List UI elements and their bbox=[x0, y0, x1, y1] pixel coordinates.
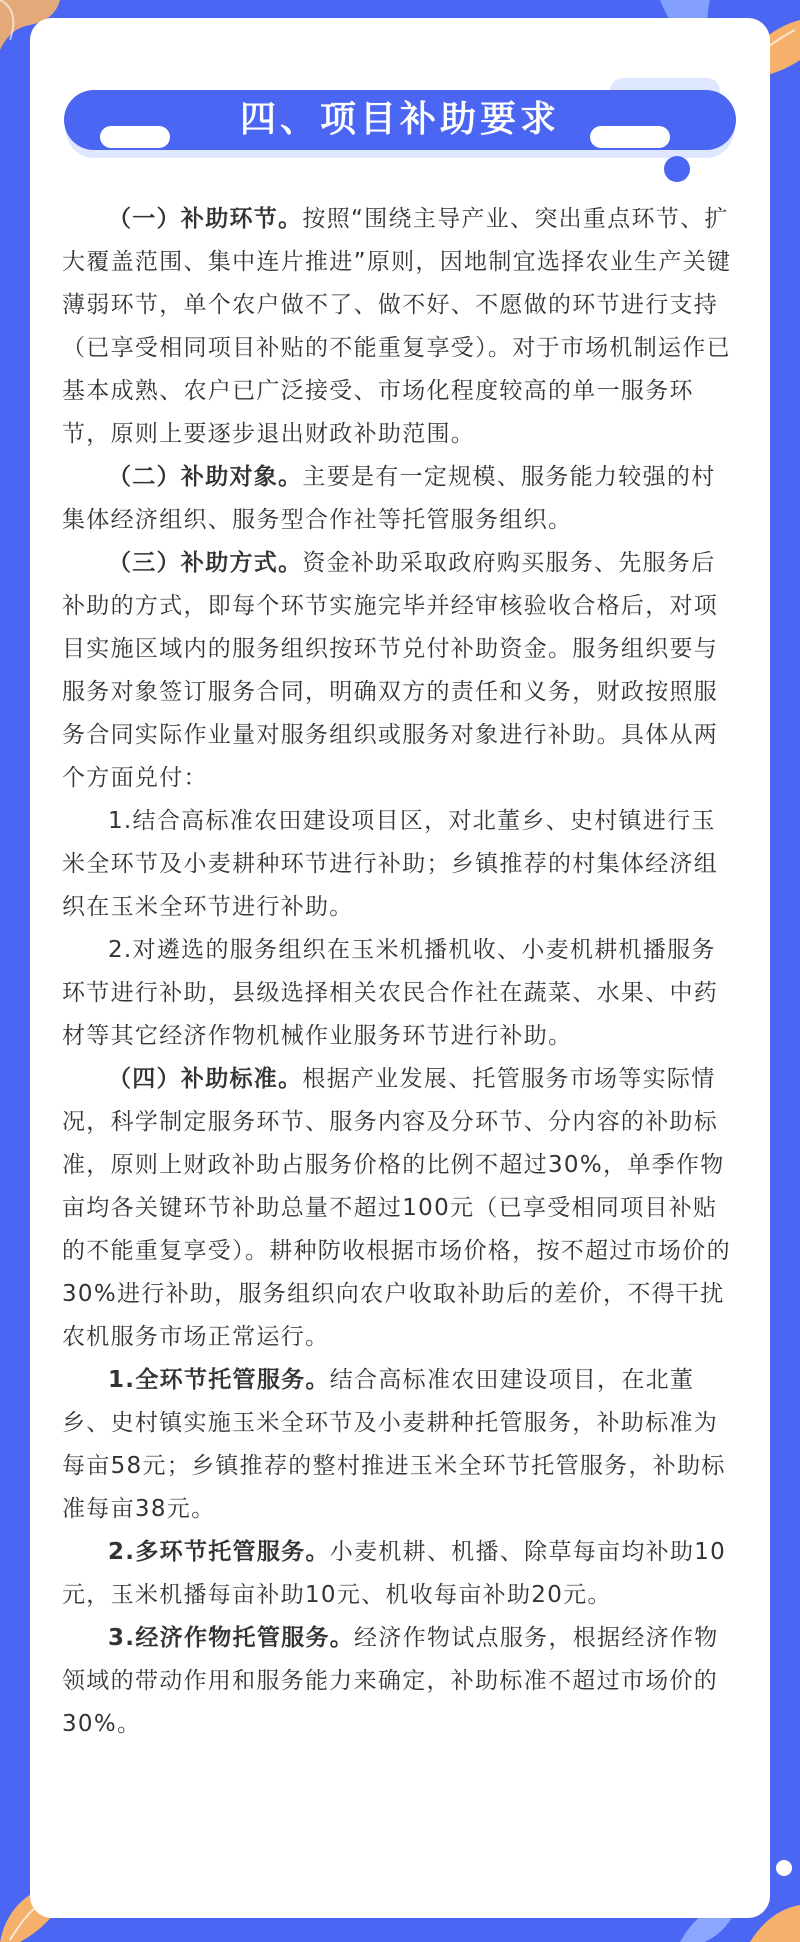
paragraph-heading: 2.多环节托管服务。 bbox=[108, 1539, 330, 1565]
banner-dot bbox=[664, 156, 690, 182]
paragraph-subsidy-method bbox=[62, 542, 738, 800]
paragraph-subsidy-links bbox=[62, 198, 738, 456]
paragraph-full-link-trusteeship bbox=[62, 1359, 738, 1531]
paragraph-text: 小麦机耕、机播、除草每亩均补助10元，玉米机播每亩补助10元、机收每亩补助20元。 bbox=[62, 1539, 727, 1608]
paragraph-heading: （四）补助标准。 bbox=[108, 1066, 303, 1092]
content-card bbox=[30, 18, 770, 1918]
paragraph-method-item-2 bbox=[62, 929, 738, 1058]
paragraph-heading: （二）补助对象。 bbox=[108, 464, 303, 490]
paragraph-heading: （一）补助环节。 bbox=[108, 206, 303, 232]
section-banner bbox=[30, 78, 770, 188]
section-title: 四、项目补助要求 bbox=[239, 99, 560, 140]
paragraph-text: 按照“围绕主导产业、突出重点环节、扩大覆盖范围、集中连片推进”原则，因地制宜选择农业生产关键薄弱环节，单个农户做不了、做不好、不愿做的环节进行支持（已享受相同项目补贴的不能重复享受）。对于市场机制运作已基本成熟、农户已广泛接受、市场化程度较高的单一服务环节，原则上要逐步退出财政补助范围。 bbox=[62, 206, 732, 447]
paragraph-text: 2.对遴选的服务组织在玉米机播机收、小麦机耕机播服务环节进行补助，县级选择相关农民合作社在蔬菜、水果、中药材等其它经济作物机械作业服务环节进行补助。 bbox=[62, 937, 719, 1049]
decorative-dot bbox=[776, 1860, 792, 1876]
paragraph-subsidy-targets bbox=[62, 456, 738, 542]
paragraph-text: 根据产业发展、托管服务市场等实际情况，科学制定服务环节、服务内容及分环节、分内容的补助标准，原则上财政补助占服务价格的比例不超过30%，单季作物亩均各关键环节补助总量不超过100元（已享受相同项目补贴的不能重复享受）。耕种防收根据市场价格，按不超过市场价的30%进行补助，服务组织向农户收取补助后的差价，不得干扰农机服务市场正常运行。 bbox=[62, 1066, 731, 1350]
paragraph-method-item-1 bbox=[62, 800, 738, 929]
paragraph-subsidy-standard bbox=[62, 1058, 738, 1359]
paragraph-heading: 3.经济作物托管服务。 bbox=[108, 1625, 355, 1651]
paragraph-cash-crop-trusteeship bbox=[62, 1617, 738, 1746]
paragraph-heading: （三）补助方式。 bbox=[108, 550, 303, 576]
paragraph-text: 主要是有一定规模、服务能力较强的村集体经济组织、服务型合作社等托管服务组织。 bbox=[62, 464, 716, 533]
paragraph-text: 经济作物试点服务，根据经济作物领域的带动作用和服务能力来确定，补助标准不超过市场价的30%。 bbox=[62, 1625, 719, 1737]
paragraph-text: 资金补助采取政府购买服务、先服务后补助的方式，即每个环节实施完毕并经审核验收合格后，对项目实施区域内的服务组织按环节兑付补助资金。服务组织要与服务对象签订服务合同，明确双方的责任和义务，财政按照服务合同实际作业量对服务组织或服务对象进行补助。具体从两个方面兑付： bbox=[62, 550, 719, 791]
paragraph-multi-link-trusteeship bbox=[62, 1531, 738, 1617]
paragraph-text: 结合高标准农田建设项目，在北董乡、史村镇实施玉米全环节及小麦耕种托管服务，补助标准为每亩58元；乡镇推荐的整村推进玉米全环节托管服务，补助标准每亩38元。 bbox=[62, 1367, 726, 1522]
paragraph-text: 1.结合高标准农田建设项目区，对北董乡、史村镇进行玉米全环节及小麦耕种环节进行补助；乡镇推荐的村集体经济组织在玉米全环节进行补助。 bbox=[62, 808, 719, 920]
document-body bbox=[62, 198, 738, 1746]
paragraph-heading: 1.全环节托管服务。 bbox=[108, 1367, 330, 1393]
